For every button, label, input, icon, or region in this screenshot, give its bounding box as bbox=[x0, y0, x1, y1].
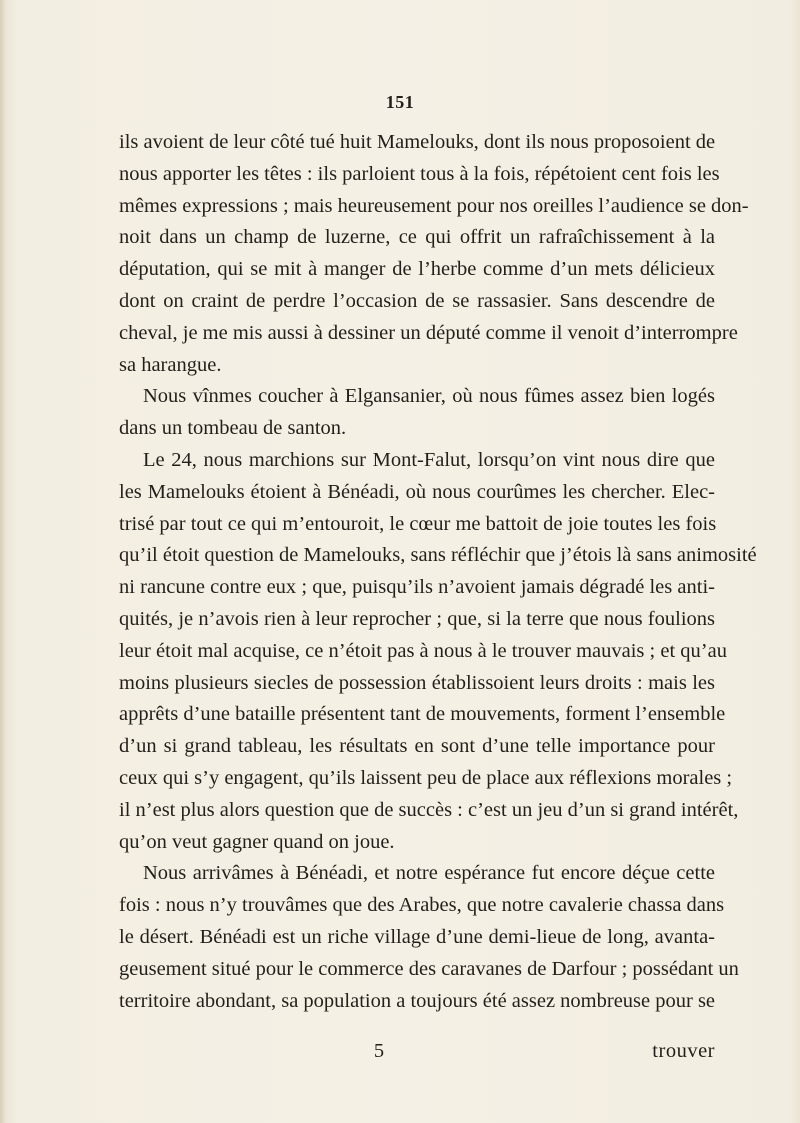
text-line: ceux qui s’y engagent, qu’ils laissent peu de place aux réflexions morales ; bbox=[119, 766, 733, 789]
text-line: mêmes expressions ; mais heureusement pour nos oreilles l’audience se don- bbox=[119, 194, 749, 217]
text-line: Nous arrivâmes à Bénéadi, et notre espérance fut encore déçue cette bbox=[143, 862, 715, 885]
catchword: trouver bbox=[652, 1040, 715, 1062]
text-line: fois : nous n’y trouvâmes que des Arabes, que notre cavalerie chassa dans bbox=[119, 894, 725, 917]
text-line: dans un tombeau de santon. bbox=[119, 417, 347, 440]
text-line: le désert. Bénéadi est un riche village d’une demi-lieue de long, avanta- bbox=[119, 925, 715, 948]
text-line: Le 24, nous marchions sur Mont-Falut, lorsqu’on vint nous dire que bbox=[143, 448, 715, 471]
body-text bbox=[119, 127, 757, 1017]
text-line: il n’est plus alors question que de succès : c’est un jeu d’un si grand intérêt, bbox=[119, 798, 739, 821]
text-line: geusement situé pour le commerce des caravanes de Darfour ; possédant un bbox=[119, 957, 739, 980]
text-line: quités, je n’avois rien à leur reprocher ; que, si la terre que nous foulions bbox=[119, 607, 715, 630]
page-footer bbox=[119, 1035, 715, 1067]
text-line: les Mamelouks étoient à Bénéadi, où nous courûmes les chercher. Elec- bbox=[119, 480, 715, 503]
page-number: 151 bbox=[385, 92, 415, 112]
text-line: cheval, je me mis aussi à dessiner un député comme il venoit d’interrompre bbox=[119, 321, 738, 344]
page-spine-shadow bbox=[0, 0, 6, 1123]
text-line: Nous vînmes coucher à Elgansanier, où nous fûmes assez bien logés bbox=[143, 385, 715, 408]
text-line: sa harangue. bbox=[119, 353, 222, 376]
text-line: territoire abondant, sa population a toujours été assez nombreuse pour se bbox=[119, 989, 716, 1012]
text-line: apprêts d’une bataille présentent tant de mouvements, forment l’ensemble bbox=[119, 703, 726, 726]
text-line: qu’on veut gagner quand on joue. bbox=[119, 830, 395, 853]
text-line: ni rancune contre eux ; que, puisqu’ils n’avoient jamais dégradé les anti- bbox=[119, 576, 715, 599]
text-line: noit dans un champ de luzerne, ce qui offrit un rafraîchissement à la bbox=[119, 226, 715, 249]
text-line: dont on craint de perdre l’occasion de se rassasier. Sans descendre de bbox=[119, 289, 715, 312]
signature-mark: 5 bbox=[373, 1040, 385, 1062]
text-line: trisé par tout ce qui m’entouroit, le cœur me battoit de joie toutes les fois bbox=[119, 512, 717, 535]
text-line: qu’il étoit question de Mamelouks, sans réfléchir que j’étois là sans animosité bbox=[119, 544, 757, 567]
text-line: d’un si grand tableau, les résultats en sont d’une telle importance pour bbox=[119, 735, 715, 758]
text-line: nous apporter les têtes : ils parloient tous à la fois, répétoient cent fois les bbox=[119, 162, 720, 185]
text-line: ils avoient de leur côté tué huit Mamelouks, dont ils nous proposoient de bbox=[119, 131, 716, 153]
text-line: moins plusieurs siecles de possession établissoient leurs droits : mais les bbox=[119, 671, 715, 694]
text-line: députation, qui se mit à manger de l’herbe comme d’un mets délicieux bbox=[119, 258, 715, 281]
text-line: leur étoit mal acquise, ce n’étoit pas à nous à le trouver mauvais ; et qu’au bbox=[119, 639, 727, 662]
